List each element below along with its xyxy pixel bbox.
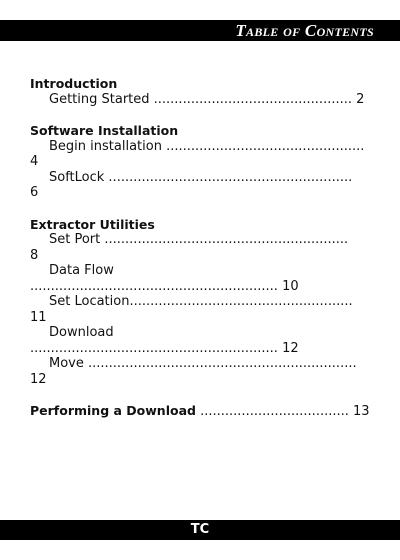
table-of-contents bbox=[30, 76, 370, 420]
toc-entry-data-flow[interactable]: Data Flow bbox=[49, 263, 114, 278]
header-bar bbox=[0, 20, 400, 41]
page-title: Table of Contents bbox=[235, 21, 374, 40]
spacer bbox=[30, 201, 370, 217]
toc-entry-download-page[interactable]: ............................................................ 12 bbox=[30, 340, 299, 356]
section-heading-introduction: Introduction bbox=[30, 76, 118, 91]
spacer bbox=[30, 107, 370, 123]
toc-entry-move[interactable]: Move ................................................................. bbox=[49, 356, 357, 371]
section-heading-extractor-utilities: Extractor Utilities bbox=[30, 216, 155, 232]
toc-entry-set-port-page[interactable]: 8 bbox=[30, 247, 39, 263]
footer-label: TC bbox=[190, 522, 210, 537]
toc-entry-softlock[interactable]: SoftLock ........................................................... bbox=[49, 169, 353, 185]
toc-entry-move-page[interactable]: 12 bbox=[30, 371, 47, 387]
toc-entry-set-location[interactable]: Set Location...................................................... bbox=[49, 294, 353, 309]
toc-entry-performing-a-download-page: .................................... 13 bbox=[200, 404, 370, 419]
toc-entry-begin-installation[interactable]: Begin installation ................................................ bbox=[49, 138, 365, 154]
section-heading-performing-a-download: Performing a Download bbox=[30, 403, 196, 418]
section-heading-software-installation: Software Installation bbox=[30, 123, 179, 138]
toc-entry-data-flow-page[interactable]: ............................................................ 10 bbox=[30, 278, 299, 294]
toc-entry-set-location-page[interactable]: 11 bbox=[30, 309, 47, 325]
spacer bbox=[30, 387, 370, 403]
toc-entry-begin-installation-page[interactable]: 4 bbox=[30, 154, 39, 169]
toc-entry-set-port[interactable]: Set Port ........................................................... bbox=[49, 232, 349, 247]
toc-entry-download[interactable]: Download bbox=[49, 325, 114, 340]
toc-entry-softlock-page[interactable]: 6 bbox=[30, 185, 39, 200]
footer-bar bbox=[0, 520, 400, 540]
toc-entry-getting-started[interactable]: Getting Started ................................................ 2 bbox=[49, 91, 365, 107]
toc-entry-performing-a-download[interactable] bbox=[30, 403, 370, 420]
